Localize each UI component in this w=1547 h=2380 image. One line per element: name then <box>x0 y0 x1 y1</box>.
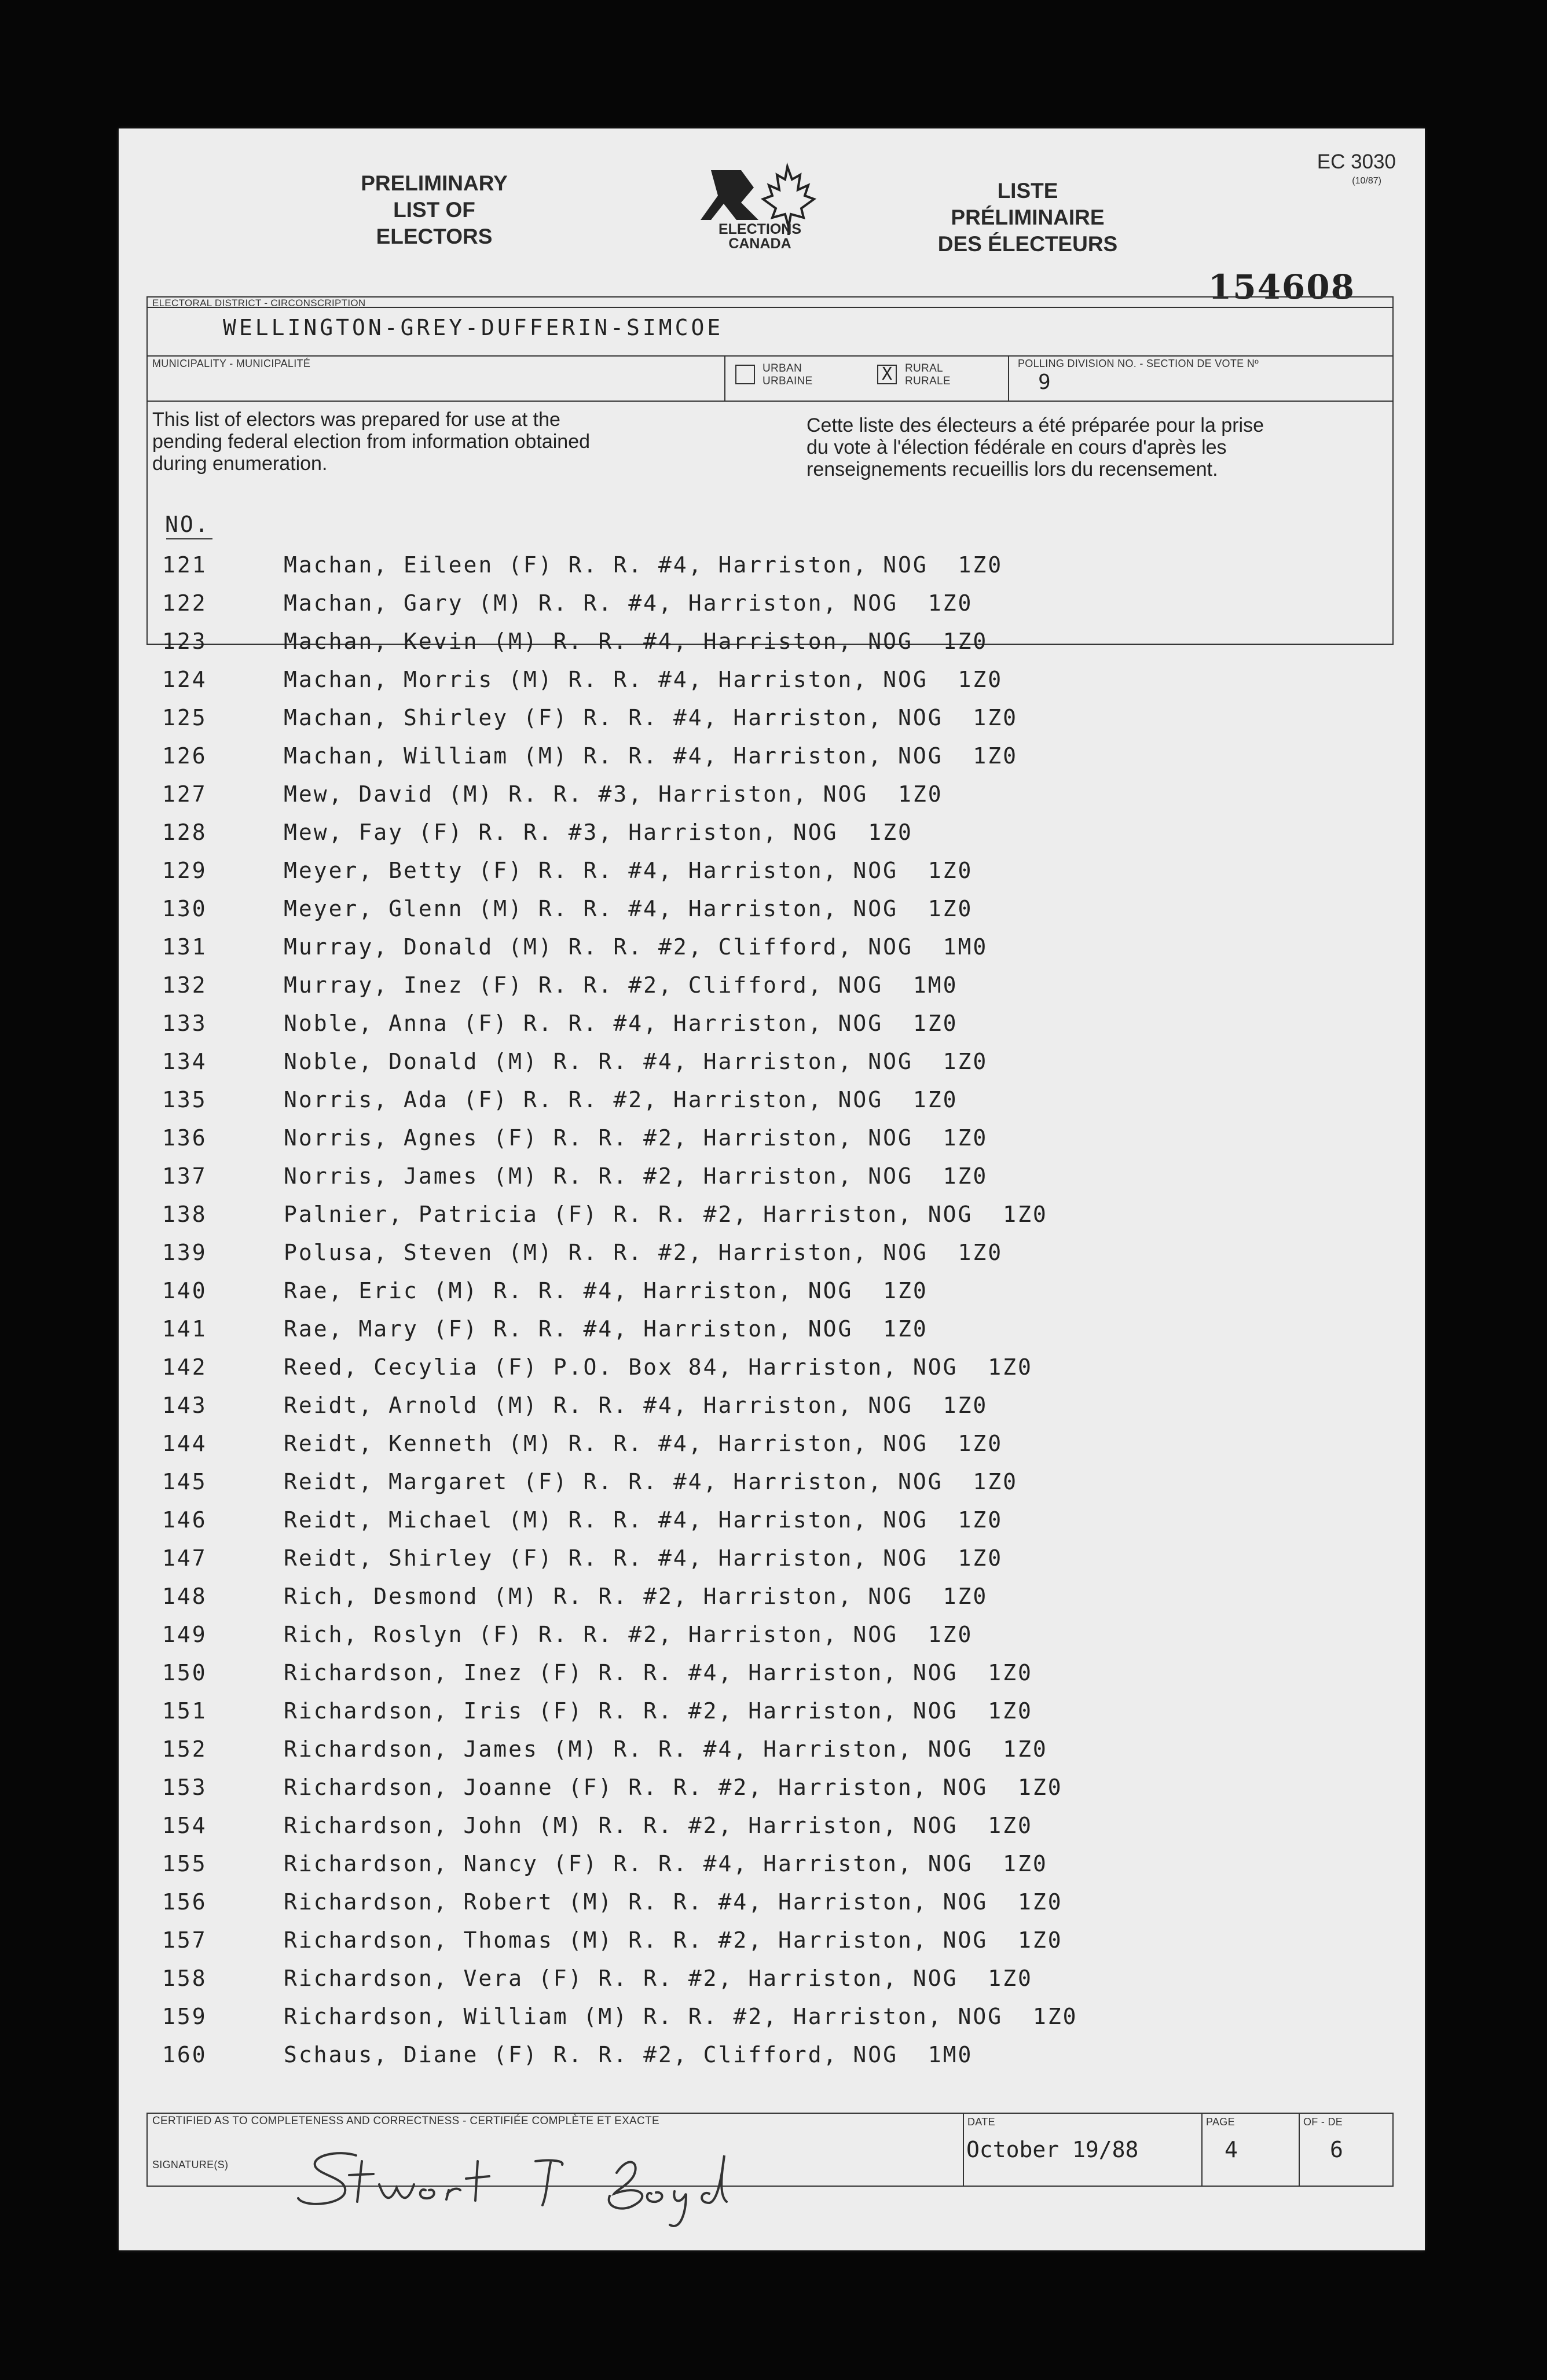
of-value: 6 <box>1330 2137 1343 2162</box>
ballot-list-sheet <box>119 128 1425 2250</box>
district-label: ELECTORAL DISTRICT - CIRCONSCRIPTION <box>152 298 366 308</box>
elector-entry: Machan, Kevin (M) R. R. #4, Harriston, NOG 1Z0 <box>284 629 988 654</box>
elector-entry: Machan, Gary (M) R. R. #4, Harriston, NOG 1Z0 <box>284 590 973 616</box>
elector-number: 152 <box>162 1736 207 1762</box>
elector-entry: Machan, Morris (M) R. R. #4, Harriston, NOG 1Z0 <box>284 667 1003 692</box>
elector-entry: Murray, Inez (F) R. R. #2, Clifford, NOG 1M0 <box>284 972 958 998</box>
urban-checkbox[interactable] <box>735 365 755 384</box>
elector-number: 140 <box>162 1278 207 1303</box>
elector-entry: Norris, James (M) R. R. #2, Harriston, NOG 1Z0 <box>284 1163 988 1189</box>
elector-number: 150 <box>162 1660 207 1685</box>
number-column-header: NO. <box>165 512 210 537</box>
elector-entry: Schaus, Diane (F) R. R. #2, Clifford, NOG 1M0 <box>284 2042 973 2067</box>
elector-number: 134 <box>162 1049 207 1074</box>
urban-label <box>762 362 813 388</box>
divider <box>146 401 1392 402</box>
elector-entry: Rae, Eric (M) R. R. #4, Harriston, NOG 1Z0 <box>284 1278 928 1303</box>
rural-label-line: RURAL <box>905 362 943 374</box>
elector-number: 157 <box>162 1927 207 1953</box>
notice-english-line: This list of electors was prepared for use at the <box>152 409 560 431</box>
elector-number: 159 <box>162 2004 207 2029</box>
divider <box>1201 2113 1203 2186</box>
elector-entry: Palnier, Patricia (F) R. R. #2, Harriston, NOG 1Z0 <box>284 1202 1048 1227</box>
elector-entry: Richardson, Nancy (F) R. R. #4, Harriston, NOG 1Z0 <box>284 1851 1048 1876</box>
date-label: DATE <box>967 2116 995 2128</box>
elector-number: 137 <box>162 1163 207 1189</box>
elector-entry: Reidt, Margaret (F) R. R. #4, Harriston, NOG 1Z0 <box>284 1469 1018 1494</box>
elector-number: 156 <box>162 1889 207 1915</box>
divider <box>1299 2113 1300 2186</box>
title-english-line: PRELIMINARY <box>361 171 508 195</box>
elector-number: 130 <box>162 896 207 921</box>
elector-entry: Norris, Agnes (F) R. R. #2, Harriston, NOG 1Z0 <box>284 1125 988 1151</box>
title-english-line: LIST OF <box>393 198 475 222</box>
elector-number: 142 <box>162 1354 207 1380</box>
elector-entry: Richardson, John (M) R. R. #2, Harriston, NOG 1Z0 <box>284 1813 1033 1838</box>
elector-number: 146 <box>162 1507 207 1533</box>
divider <box>963 2113 964 2186</box>
serial-number: 154608 <box>1208 267 1355 307</box>
polling-division-label: POLLING DIVISION NO. - SECTION DE VOTE Nº <box>1018 358 1259 369</box>
elector-entry: Reed, Cecylia (F) P.O. Box 84, Harriston, NOG 1Z0 <box>284 1354 1033 1380</box>
elector-number: 127 <box>162 781 207 807</box>
notice-french-line: renseignements recueillis lors du recensement. <box>807 458 1218 480</box>
elector-number: 154 <box>162 1813 207 1838</box>
logo-caption-line: CANADA <box>728 236 791 252</box>
certified-label: CERTIFIED AS TO COMPLETENESS AND CORRECTNESS - CERTIFIÉE COMPLÈTE ET EXACTE <box>152 2115 659 2127</box>
title-french-line: LISTE <box>997 179 1058 203</box>
elector-number: 123 <box>162 629 207 654</box>
divider <box>1008 355 1009 401</box>
elector-number: 126 <box>162 743 207 769</box>
elector-entry: Machan, Eileen (F) R. R. #4, Harriston, NOG 1Z0 <box>284 552 1003 578</box>
elector-number: 160 <box>162 2042 207 2067</box>
notice-french-line: Cette liste des électeurs a été préparée pour la prise <box>807 414 1264 436</box>
elector-entry: Richardson, Robert (M) R. R. #4, Harriston, NOG 1Z0 <box>284 1889 1063 1915</box>
logo-caption <box>701 222 819 251</box>
elector-number: 122 <box>162 590 207 616</box>
elector-entry: Meyer, Glenn (M) R. R. #4, Harriston, NOG 1Z0 <box>284 896 973 921</box>
elector-number: 147 <box>162 1545 207 1571</box>
page-label: PAGE <box>1206 2116 1235 2128</box>
form-revision-date: (10/87) <box>1352 176 1381 186</box>
elector-entry: Rich, Desmond (M) R. R. #2, Harriston, NOG 1Z0 <box>284 1584 988 1609</box>
elector-entry: Richardson, Inez (F) R. R. #4, Harriston, NOG 1Z0 <box>284 1660 1033 1685</box>
title-english-line: ELECTORS <box>376 225 493 248</box>
rural-label <box>905 362 951 388</box>
elector-number: 136 <box>162 1125 207 1151</box>
title-french <box>906 178 1149 258</box>
handwritten-signature <box>292 2138 773 2236</box>
page-value: 4 <box>1225 2137 1238 2162</box>
elector-number: 155 <box>162 1851 207 1876</box>
elector-number: 128 <box>162 820 207 845</box>
elector-entry: Reidt, Kenneth (M) R. R. #4, Harriston, NOG 1Z0 <box>284 1431 1003 1456</box>
elector-entry: Meyer, Betty (F) R. R. #4, Harriston, NOG 1Z0 <box>284 858 973 883</box>
notice-english-line: pending federal election from information obtained <box>152 431 591 453</box>
rural-check-mark: X <box>881 364 893 384</box>
elector-number: 144 <box>162 1431 207 1456</box>
elector-number: 131 <box>162 934 207 960</box>
elector-entry: Norris, Ada (F) R. R. #2, Harriston, NOG 1Z0 <box>284 1087 958 1112</box>
elector-number: 133 <box>162 1011 207 1036</box>
urban-label-line: URBAINE <box>762 375 813 387</box>
elector-number: 121 <box>162 552 207 578</box>
title-french-line: DES ÉLECTEURS <box>937 232 1118 256</box>
elector-entry: Polusa, Steven (M) R. R. #2, Harriston, NOG 1Z0 <box>284 1240 1003 1265</box>
notice-english-line: during enumeration. <box>152 453 328 475</box>
notice-french <box>807 414 1264 480</box>
header-underline <box>166 538 212 539</box>
notice-french-line: du vote à l'élection fédérale en cours d'après les <box>807 436 1227 458</box>
elector-number: 158 <box>162 1966 207 1991</box>
title-french-line: PRÉLIMINAIRE <box>951 205 1105 229</box>
rural-label-line: RURALE <box>905 375 951 387</box>
elector-entry: Noble, Anna (F) R. R. #4, Harriston, NOG 1Z0 <box>284 1011 958 1036</box>
of-label: OF - DE <box>1303 2116 1343 2128</box>
elector-entry: Reidt, Arnold (M) R. R. #4, Harriston, NOG 1Z0 <box>284 1393 988 1418</box>
title-english <box>313 170 556 250</box>
elector-number: 138 <box>162 1202 207 1227</box>
elector-entry: Rich, Roslyn (F) R. R. #2, Harriston, NOG 1Z0 <box>284 1622 973 1647</box>
elector-entry: Reidt, Shirley (F) R. R. #4, Harriston, NOG 1Z0 <box>284 1545 1003 1571</box>
elector-number: 125 <box>162 705 207 730</box>
elector-entry: Rae, Mary (F) R. R. #4, Harriston, NOG 1Z0 <box>284 1316 928 1342</box>
urban-label-line: URBAN <box>762 362 802 374</box>
divider <box>724 355 725 401</box>
maple-leaf-icon <box>763 167 814 227</box>
date-value: October 19/88 <box>966 2137 1139 2162</box>
elector-number: 148 <box>162 1584 207 1609</box>
elector-entry: Richardson, Joanne (F) R. R. #2, Harriston, NOG 1Z0 <box>284 1775 1063 1800</box>
elector-entry: Richardson, James (M) R. R. #4, Harriston, NOG 1Z0 <box>284 1736 1048 1762</box>
elector-number: 149 <box>162 1622 207 1647</box>
logo-caption-line: ELECTIONS <box>718 221 802 237</box>
elector-number: 145 <box>162 1469 207 1494</box>
elector-number: 135 <box>162 1087 207 1112</box>
elector-number: 143 <box>162 1393 207 1418</box>
elector-number: 139 <box>162 1240 207 1265</box>
elector-entry: Richardson, William (M) R. R. #2, Harriston, NOG 1Z0 <box>284 2004 1078 2029</box>
elector-number: 129 <box>162 858 207 883</box>
divider <box>146 355 1392 357</box>
elector-entry: Reidt, Michael (M) R. R. #4, Harriston, NOG 1Z0 <box>284 1507 1003 1533</box>
elector-number: 151 <box>162 1698 207 1724</box>
notice-english <box>152 409 590 475</box>
elector-entry: Mew, David (M) R. R. #3, Harriston, NOG 1Z0 <box>284 781 943 807</box>
polling-division-value: 9 <box>1038 370 1051 394</box>
municipality-label: MUNICIPALITY - MUNICIPALITÉ <box>152 358 311 369</box>
elector-entry: Murray, Donald (M) R. R. #2, Clifford, NOG 1M0 <box>284 934 988 960</box>
district-value: WELLINGTON-GREY-DUFFERIN-SIMCOE <box>223 315 724 340</box>
signature-label: SIGNATURE(S) <box>152 2159 229 2170</box>
elector-entry: Machan, William (M) R. R. #4, Harriston, NOG 1Z0 <box>284 743 1018 769</box>
elector-entry: Richardson, Vera (F) R. R. #2, Harriston, NOG 1Z0 <box>284 1966 1033 1991</box>
elector-entry: Machan, Shirley (F) R. R. #4, Harriston, NOG 1Z0 <box>284 705 1018 730</box>
elector-entry: Richardson, Thomas (M) R. R. #2, Harriston, NOG 1Z0 <box>284 1927 1063 1953</box>
elector-number: 153 <box>162 1775 207 1800</box>
elector-number: 141 <box>162 1316 207 1342</box>
elector-number: 124 <box>162 667 207 692</box>
elector-entry: Mew, Fay (F) R. R. #3, Harriston, NOG 1Z0 <box>284 820 913 845</box>
elector-entry: Noble, Donald (M) R. R. #4, Harriston, NOG 1Z0 <box>284 1049 988 1074</box>
elector-number: 132 <box>162 972 207 998</box>
elector-entry: Richardson, Iris (F) R. R. #2, Harriston, NOG 1Z0 <box>284 1698 1033 1724</box>
form-code: EC 3030 <box>1317 150 1396 173</box>
logo-arrow-shape <box>701 170 758 220</box>
